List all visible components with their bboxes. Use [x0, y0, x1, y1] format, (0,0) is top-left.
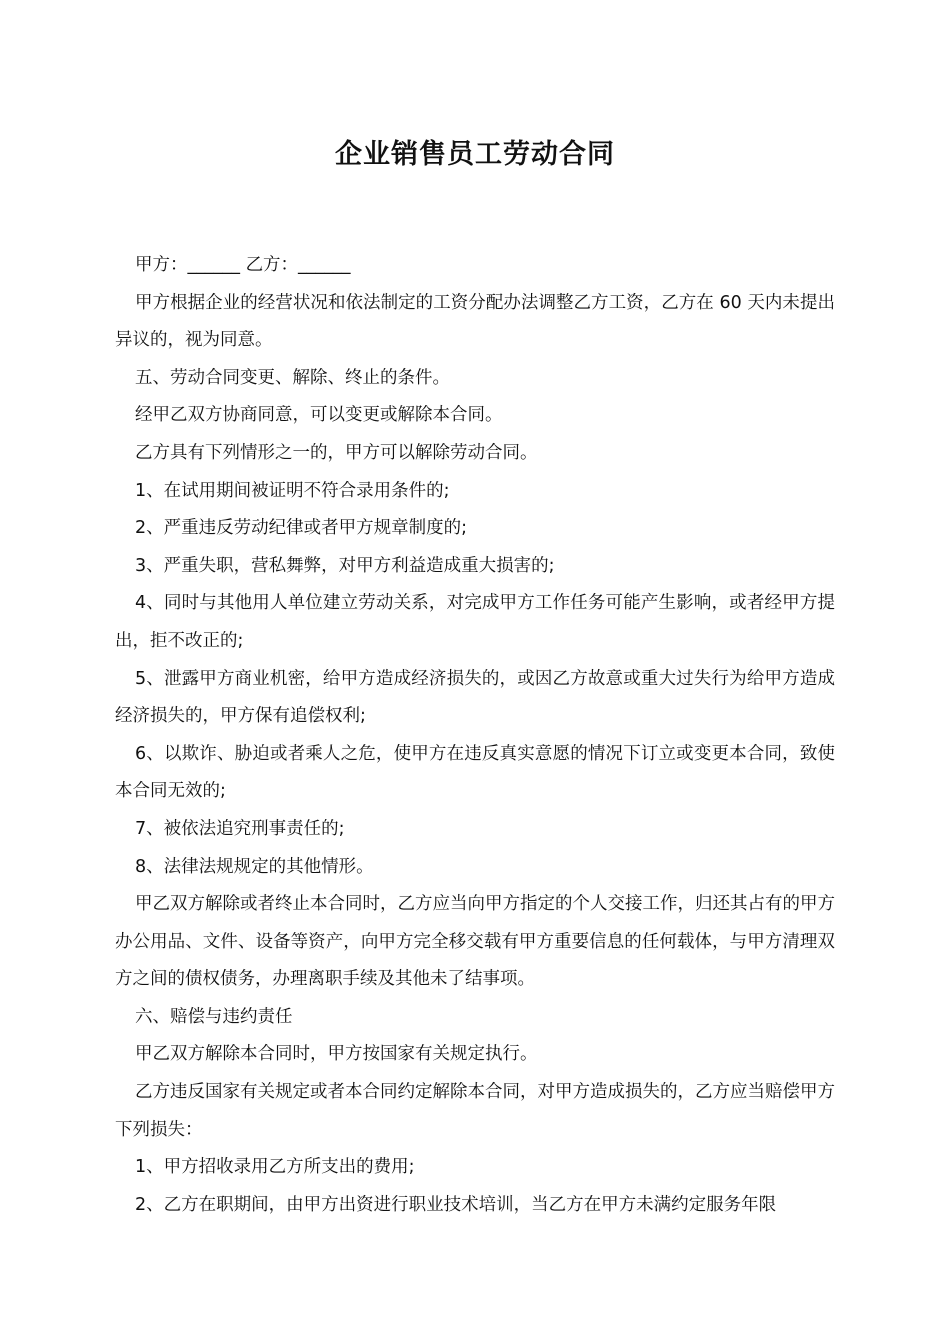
paragraph: 经甲乙双方协商同意，可以变更或解除本合同。: [135, 405, 503, 426]
party-line: 甲方：______ 乙方：______: [135, 255, 351, 275]
section-heading: 五、劳动合同变更、解除、终止的条件。: [135, 367, 450, 388]
paragraph: 甲乙双方解除本合同时，甲方按国家有关规定执行。: [135, 1044, 538, 1065]
list-item: 7、被依法追究刑事责任的;: [135, 818, 345, 839]
list-item: 4、同时与其他用人单位建立劳动关系，对完成甲方工作任务可能产生影响，或者经甲方提出，拒不改正的;: [115, 593, 835, 651]
list-item: 3、严重失职，营私舞弊，对甲方利益造成重大损害的;: [135, 555, 555, 576]
list-item: 2、乙方在职期间，由甲方出资进行职业技术培训，当乙方在甲方未满约定服务年限: [135, 1194, 777, 1215]
list-item: 6、以欺诈、胁迫或者乘人之危，使甲方在违反真实意愿的情况下订立或变更本合同，致使本合同无效的;: [115, 743, 835, 802]
list-item: 2、严重违反劳动纪律或者甲方规章制度的;: [135, 518, 468, 539]
paragraph: 甲方根据企业的经营状况和依法制定的工资分配办法调整乙方工资，乙方在 60 天内未提出异议的，视为同意。: [115, 292, 835, 351]
paragraph: 甲乙双方解除或者终止本合同时，乙方应当向甲方指定的个人交接工作，归还其占有的甲方办公用品、文件、设备等资产，向甲方完全移交载有甲方重要信息的任何载体，与甲方清理双方之间的债权债务，办理离职手续及其他未了结事项。: [115, 894, 835, 990]
document-body: [115, 247, 835, 1224]
list-item: 5、泄露甲方商业机密，给甲方造成经济损失的，或因乙方故意或重大过失行为给甲方造成经济损失的，甲方保有追偿权利;: [115, 668, 835, 727]
section-heading: 六、赔偿与违约责任: [135, 1006, 293, 1027]
list-item: 8、法律法规规定的其他情形。: [135, 856, 374, 877]
list-item: 1、在试用期间被证明不符合录用条件的;: [135, 480, 450, 501]
paragraph: 乙方违反国家有关规定或者本合同约定解除本合同，对甲方造成损失的，乙方应当赔偿甲方下列损失：: [115, 1082, 835, 1140]
paragraph: 乙方具有下列情形之一的，甲方可以解除劳动合同。: [135, 442, 538, 463]
document-title: 企业销售员工劳动合同: [335, 139, 615, 170]
list-item: 1、甲方招收录用乙方所支出的费用;: [135, 1157, 415, 1178]
